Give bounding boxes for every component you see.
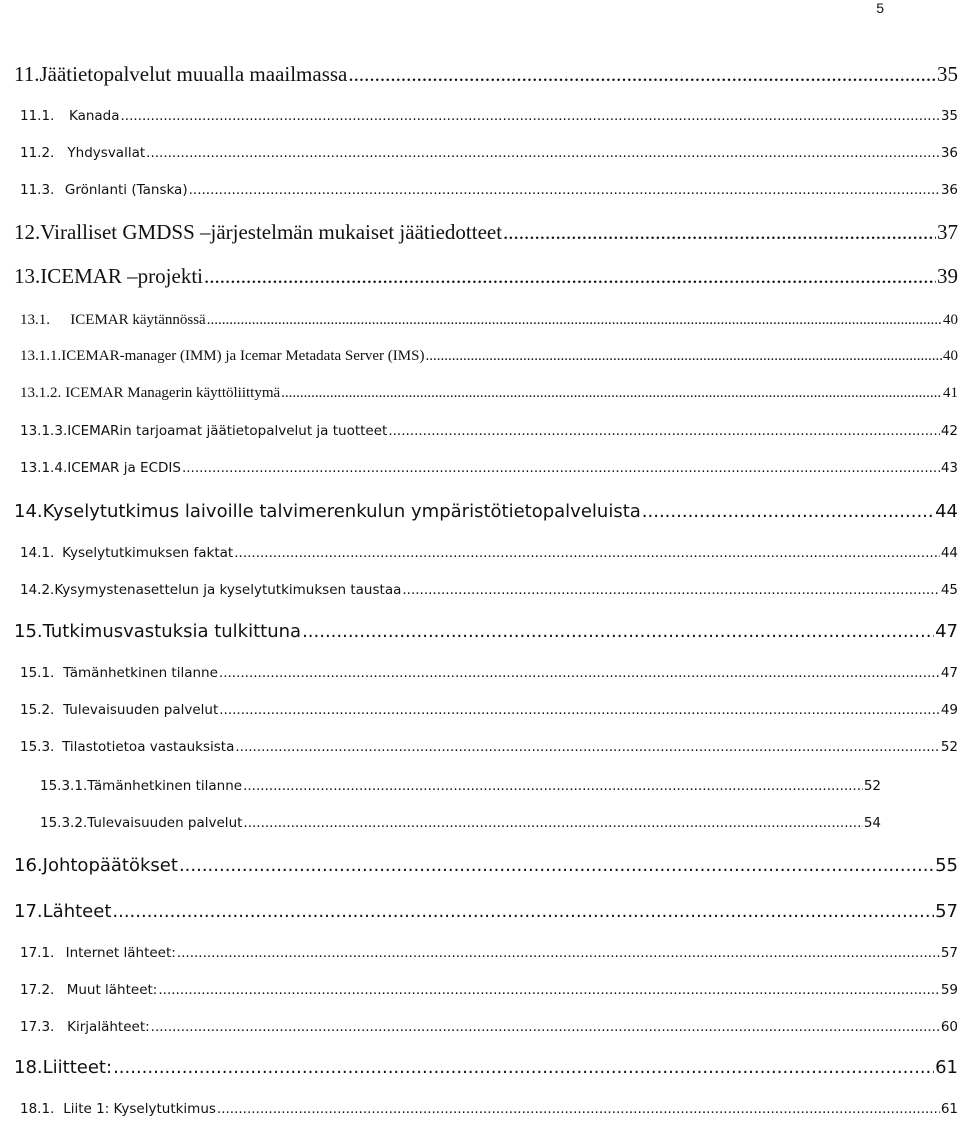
toc-entry-page: 57 [935, 901, 958, 922]
toc-entry-page: 39 [937, 264, 958, 288]
dot-leader [217, 1101, 940, 1117]
toc-entry-number: 15.1. [20, 665, 55, 681]
toc-entry-number: 13.1. [20, 312, 50, 328]
toc-entry[interactable] [20, 108, 958, 124]
dot-leader [112, 901, 934, 922]
toc-entry-page: 61 [935, 1057, 958, 1078]
toc-entry-number: 17.1. [20, 945, 55, 961]
toc-entry[interactable] [20, 702, 958, 718]
toc-entry-number: 11.1. [20, 108, 55, 124]
toc-entry[interactable] [20, 982, 958, 998]
toc-entry-page: 35 [937, 62, 958, 86]
dot-leader [642, 501, 934, 522]
toc-entry-title: ICEMAR-manager (IMM) ja Icemar Metadata Server (IMS) [61, 348, 425, 364]
toc-entry-number: 14. [14, 501, 43, 522]
toc-entry-number: 11.2. [20, 145, 55, 161]
toc-entry-page: 52 [940, 739, 958, 755]
dot-leader [179, 855, 934, 876]
dot-leader [388, 423, 939, 439]
dot-leader [348, 62, 936, 87]
toc-entry-title: Tämänhetkinen tilanne [63, 665, 218, 681]
toc-entry-page: 35 [940, 108, 958, 124]
toc-entry-number: 12. [14, 220, 41, 244]
toc-entry[interactable] [20, 545, 958, 561]
dot-leader [219, 665, 940, 681]
dot-leader [302, 621, 934, 642]
toc-entry-number: 18.1. [20, 1101, 55, 1117]
toc-entry-page: 41 [943, 385, 958, 401]
dot-leader [158, 982, 939, 998]
toc-entry[interactable] [40, 778, 881, 794]
toc-entry-number: 15.3.1. [40, 778, 88, 794]
toc-entry-page: 37 [937, 220, 958, 244]
dot-leader [207, 312, 942, 329]
toc-entry-page: 47 [940, 665, 958, 681]
toc-entry-page: 36 [940, 182, 958, 198]
dot-leader [503, 220, 936, 245]
dot-leader [425, 348, 942, 365]
dot-leader [402, 582, 939, 598]
toc-entry-title: Liite 1: Kyselytutkimus [63, 1101, 216, 1117]
toc-entry-title: Liitteet: [42, 1057, 113, 1078]
toc-entry-page: 49 [940, 702, 958, 718]
toc-entry-title: Grönlanti (Tanska) [64, 182, 188, 198]
toc-entry[interactable] [20, 182, 958, 198]
toc-entry-number: 14.2. [20, 582, 55, 598]
toc-entry-title: Kanada [68, 108, 120, 124]
toc-entry-page: 57 [940, 945, 958, 961]
dot-leader [189, 182, 940, 198]
toc-entry-title: ICEMAR ja ECDIS [67, 460, 181, 476]
toc-entry[interactable] [20, 460, 958, 476]
toc-entry[interactable] [14, 264, 958, 289]
toc-entry-title: Kyselytutkimus laivoille talvimerenkulun ympäristötietopalveluista [42, 501, 641, 522]
toc-entry-number: 11.3. [20, 182, 55, 198]
toc-entry[interactable] [20, 739, 958, 755]
toc-entry[interactable] [20, 665, 958, 681]
toc-entry-number: 17.3. [20, 1019, 55, 1035]
dot-leader [121, 108, 940, 124]
toc-entry-number: 15.3. [20, 739, 55, 755]
toc-entry-title: Viralliset GMDSS –järjestelmän mukaiset jäätiedotteet [40, 220, 503, 244]
toc-entry-number: 16. [14, 855, 43, 876]
dot-leader [235, 739, 939, 755]
toc-entry-page: 61 [940, 1101, 958, 1117]
toc-entry[interactable] [20, 385, 958, 402]
toc-entry-number: 15.2. [20, 702, 55, 718]
toc-entry-number: 13.1.4. [20, 460, 68, 476]
toc-entry-title: Tutkimusvastuksia tulkittuna [42, 621, 302, 642]
toc-entry[interactable] [14, 1057, 958, 1078]
dot-leader [151, 1019, 940, 1035]
toc-entry[interactable] [40, 815, 881, 831]
toc-entry-number: 13.1.3. [20, 423, 68, 439]
toc-entry-title: Tulevaisuuden palvelut [63, 702, 219, 718]
dot-leader [243, 815, 862, 831]
toc-entry-number: 17. [14, 901, 43, 922]
dot-leader [243, 778, 863, 794]
toc-entry-page: 44 [940, 545, 958, 561]
toc-entry[interactable] [14, 501, 958, 522]
toc-entry-page: 52 [863, 778, 881, 794]
toc-entry[interactable] [14, 855, 958, 876]
toc-entry-number: 13.1.1. [20, 348, 62, 364]
toc-entry[interactable] [20, 423, 958, 439]
toc-entry-page: 55 [935, 855, 958, 876]
toc-entry-title: Jäätietopalvelut muualla maailmassa [39, 62, 348, 86]
toc-entry-title: Kysymystenasettelun ja kyselytutkimuksen taustaa [54, 582, 402, 598]
toc-entry[interactable] [20, 145, 958, 161]
toc-entry-page: 54 [863, 815, 881, 831]
toc-entry-title: Tulevaisuuden palvelut [87, 815, 243, 831]
toc-entry-title: ICEMAR –projekti [40, 264, 203, 288]
toc-entry-page: 40 [943, 312, 958, 328]
toc-entry-page: 40 [943, 348, 958, 364]
toc-entry[interactable] [14, 62, 958, 87]
toc-entry[interactable] [20, 312, 958, 329]
toc-entry-title: Tämänhetkinen tilanne [87, 778, 243, 794]
toc-entry-title: ICEMAR käytännössä [70, 312, 206, 328]
toc-entry-page: 47 [935, 621, 958, 642]
dot-leader [281, 385, 942, 402]
toc-entry[interactable] [14, 621, 958, 642]
toc-entry[interactable] [14, 220, 958, 245]
toc-entry-page: 59 [940, 982, 958, 998]
dot-leader [204, 264, 936, 289]
dot-leader [177, 945, 940, 961]
dot-leader [182, 460, 940, 476]
dot-leader [234, 545, 940, 561]
toc-entry-number: 15. [14, 621, 43, 642]
toc-entry-number: 13.1.2. [20, 385, 62, 401]
toc-entry-title: Kirjalähteet: [67, 1019, 150, 1035]
toc-entry[interactable] [20, 1019, 958, 1035]
toc-entry-title: Muut lähteet: [66, 982, 158, 998]
toc-entry-title: Johtopäätökset [42, 855, 178, 876]
toc-entry-number: 11. [14, 62, 40, 86]
toc-entry[interactable] [20, 945, 958, 961]
toc-entry-page: 45 [940, 582, 958, 598]
dot-leader [146, 145, 940, 161]
toc-entry[interactable] [14, 901, 958, 922]
toc-entry-number: 13. [14, 264, 41, 288]
toc-entry[interactable] [20, 348, 958, 365]
toc-entry-number: 17.2. [20, 982, 55, 998]
toc-entry-title: Kyselytutkimuksen faktat [62, 545, 234, 561]
toc-entry-page: 44 [935, 501, 958, 522]
toc-entry-number: 15.3.2. [40, 815, 88, 831]
dot-leader [219, 702, 940, 718]
toc-entry-title: ICEMAR Managerin käyttöliittymä [65, 385, 281, 401]
toc-entry-title: ICEMARin tarjoamat jäätietopalvelut ja tuotteet [67, 423, 388, 439]
toc-entry-page: 43 [940, 460, 958, 476]
toc-entry-title: Yhdysvallat [67, 145, 146, 161]
dot-leader [113, 1057, 934, 1078]
toc-entry-page: 60 [940, 1019, 958, 1035]
toc-entry[interactable] [20, 582, 958, 598]
toc-entry-number: 14.1. [20, 545, 55, 561]
toc-entry[interactable] [20, 1101, 958, 1117]
toc-entry-title: Tilastotietoa vastauksista [62, 739, 235, 755]
toc-entry-title: Internet lähteet: [65, 945, 176, 961]
toc-entry-page: 36 [940, 145, 958, 161]
page-number: 5 [876, 0, 884, 16]
toc-entry-title: Lähteet [42, 901, 112, 922]
toc-entry-page: 42 [940, 423, 958, 439]
toc-entry-number: 18. [14, 1057, 43, 1078]
